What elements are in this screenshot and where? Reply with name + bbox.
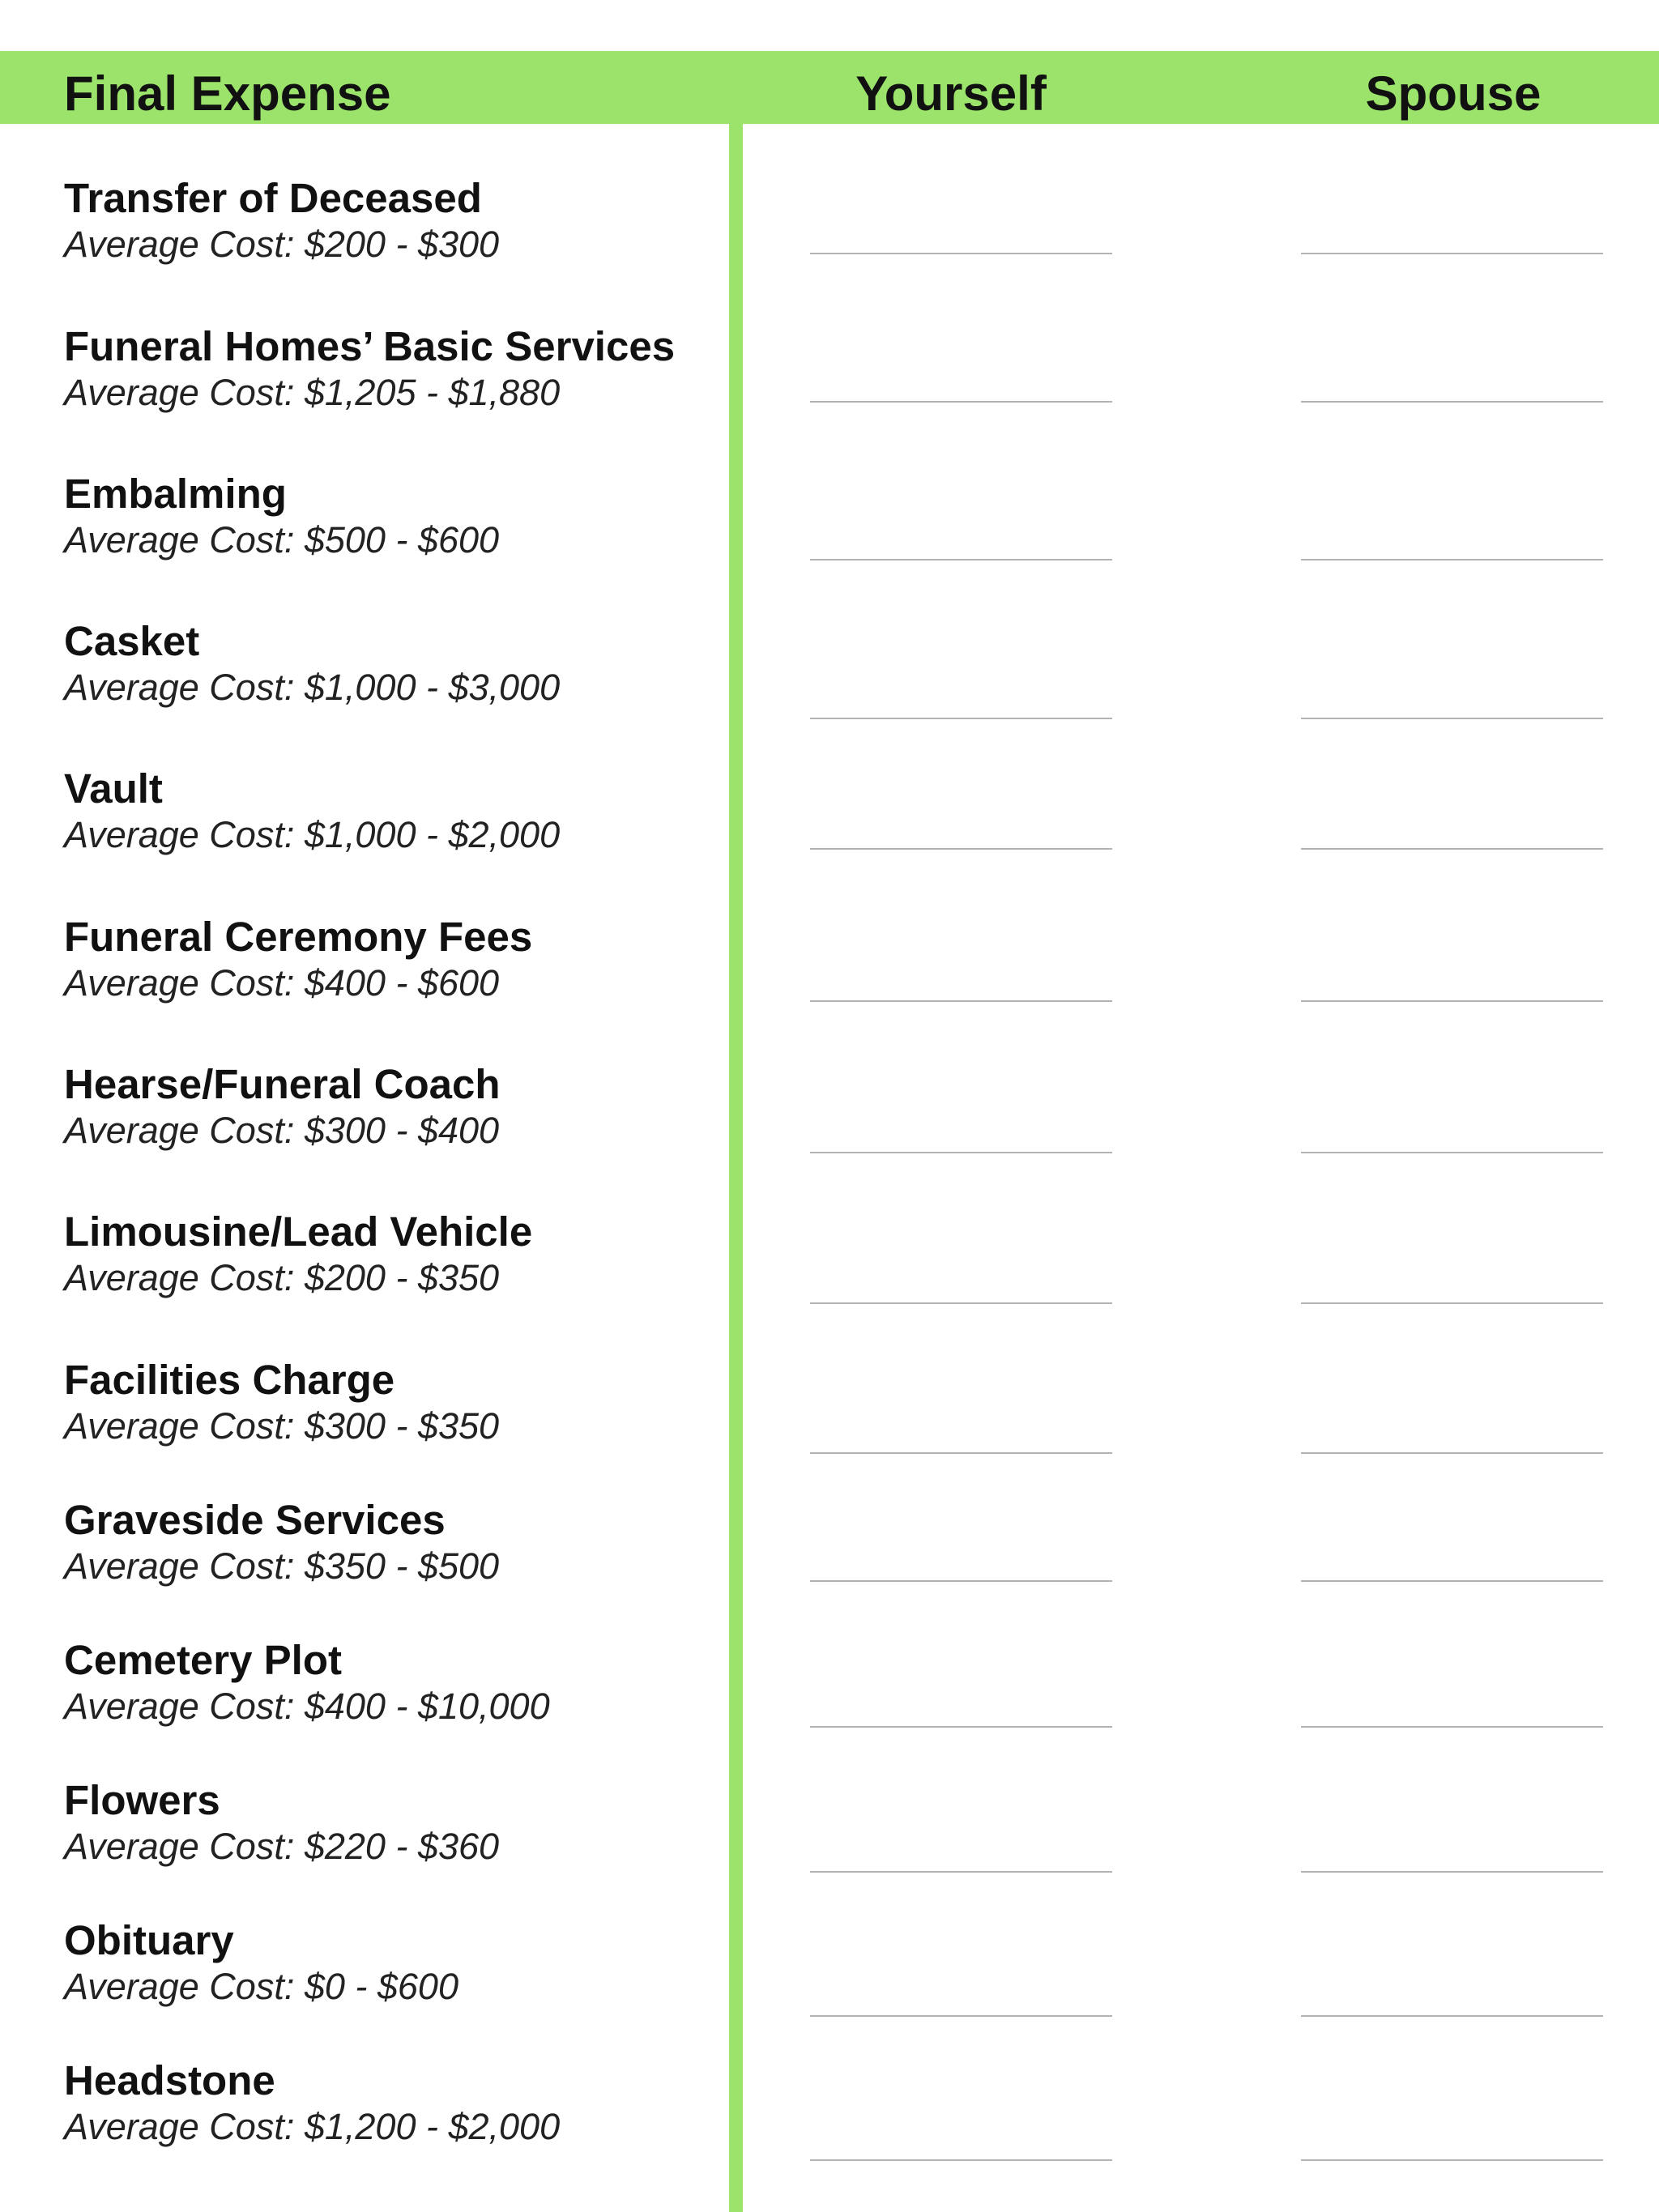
expense-name: Flowers bbox=[64, 1777, 220, 1823]
expense-name: Facilities Charge bbox=[64, 1357, 395, 1403]
expense-average-cost: Average Cost: $500 - $600 bbox=[64, 519, 500, 560]
column-header-yourself: Yourself bbox=[855, 66, 1047, 121]
column-header-final-expense: Final Expense bbox=[64, 66, 391, 121]
expense-row bbox=[0, 470, 1659, 616]
expense-average-cost: Average Cost: $300 - $400 bbox=[64, 1110, 500, 1151]
yourself-entry-line[interactable] bbox=[810, 1580, 1112, 1582]
spouse-entry-line[interactable] bbox=[1301, 1302, 1603, 1304]
expense-average-cost: Average Cost: $0 - $600 bbox=[64, 1966, 458, 2007]
spouse-entry-line[interactable] bbox=[1301, 848, 1603, 850]
spouse-entry-line[interactable] bbox=[1301, 2015, 1603, 2017]
spouse-entry-line[interactable] bbox=[1301, 1726, 1603, 1728]
expense-row bbox=[0, 1208, 1659, 1353]
expense-average-cost: Average Cost: $350 - $500 bbox=[64, 1545, 500, 1587]
yourself-entry-line[interactable] bbox=[810, 718, 1112, 719]
expense-average-cost: Average Cost: $1,000 - $3,000 bbox=[64, 667, 561, 708]
spouse-entry-line[interactable] bbox=[1301, 559, 1603, 560]
yourself-entry-line[interactable] bbox=[810, 2015, 1112, 2017]
expense-row bbox=[0, 1776, 1659, 1922]
yourself-entry-line[interactable] bbox=[810, 1452, 1112, 1454]
expense-average-cost: Average Cost: $400 - $600 bbox=[64, 962, 500, 1004]
expense-name: Cemetery Plot bbox=[64, 1637, 342, 1683]
expense-name: Obituary bbox=[64, 1917, 234, 1963]
expense-row bbox=[0, 913, 1659, 1059]
yourself-entry-line[interactable] bbox=[810, 848, 1112, 850]
yourself-entry-line[interactable] bbox=[810, 1302, 1112, 1304]
expense-row bbox=[0, 322, 1659, 468]
spouse-entry-line[interactable] bbox=[1301, 1452, 1603, 1454]
yourself-entry-line[interactable] bbox=[810, 559, 1112, 560]
expense-name: Limousine/Lead Vehicle bbox=[64, 1208, 533, 1255]
expense-row bbox=[0, 2056, 1659, 2202]
spouse-entry-line[interactable] bbox=[1301, 1580, 1603, 1582]
spouse-entry-line[interactable] bbox=[1301, 401, 1603, 403]
expense-average-cost: Average Cost: $200 - $350 bbox=[64, 1257, 500, 1298]
expense-row bbox=[0, 1496, 1659, 1642]
spouse-entry-line[interactable] bbox=[1301, 1152, 1603, 1153]
expense-average-cost: Average Cost: $400 - $10,000 bbox=[64, 1686, 550, 1727]
spouse-entry-line[interactable] bbox=[1301, 253, 1603, 254]
expense-name: Embalming bbox=[64, 471, 287, 517]
expense-row bbox=[0, 765, 1659, 910]
expense-row bbox=[0, 174, 1659, 320]
expense-average-cost: Average Cost: $1,000 - $2,000 bbox=[64, 814, 561, 855]
expense-name: Vault bbox=[64, 765, 163, 812]
expense-row bbox=[0, 1356, 1659, 1502]
expense-row bbox=[0, 1060, 1659, 1206]
expense-row bbox=[0, 617, 1659, 763]
expense-name: Headstone bbox=[64, 2057, 275, 2103]
expense-name: Funeral Ceremony Fees bbox=[64, 914, 533, 960]
column-header-spouse: Spouse bbox=[1365, 66, 1542, 121]
yourself-entry-line[interactable] bbox=[810, 1152, 1112, 1153]
expense-name: Graveside Services bbox=[64, 1497, 446, 1543]
yourself-entry-line[interactable] bbox=[810, 1871, 1112, 1873]
expense-average-cost: Average Cost: $1,200 - $2,000 bbox=[64, 2106, 561, 2147]
yourself-entry-line[interactable] bbox=[810, 253, 1112, 254]
expense-row bbox=[0, 1636, 1659, 1782]
spouse-entry-line[interactable] bbox=[1301, 1000, 1603, 1002]
yourself-entry-line[interactable] bbox=[810, 1000, 1112, 1002]
expense-average-cost: Average Cost: $300 - $350 bbox=[64, 1405, 500, 1447]
expense-name: Hearse/Funeral Coach bbox=[64, 1061, 501, 1107]
spouse-entry-line[interactable] bbox=[1301, 2159, 1603, 2161]
expense-name: Funeral Homes’ Basic Services bbox=[64, 323, 676, 369]
expense-average-cost: Average Cost: $200 - $300 bbox=[64, 224, 500, 265]
yourself-entry-line[interactable] bbox=[810, 1726, 1112, 1728]
spouse-entry-line[interactable] bbox=[1301, 1871, 1603, 1873]
yourself-entry-line[interactable] bbox=[810, 401, 1112, 403]
spouse-entry-line[interactable] bbox=[1301, 718, 1603, 719]
expense-name: Casket bbox=[64, 618, 200, 664]
expense-average-cost: Average Cost: $220 - $360 bbox=[64, 1826, 500, 1867]
expense-average-cost: Average Cost: $1,205 - $1,880 bbox=[64, 372, 561, 413]
expense-name: Transfer of Deceased bbox=[64, 175, 482, 221]
expense-row bbox=[0, 1916, 1659, 2062]
yourself-entry-line[interactable] bbox=[810, 2159, 1112, 2161]
